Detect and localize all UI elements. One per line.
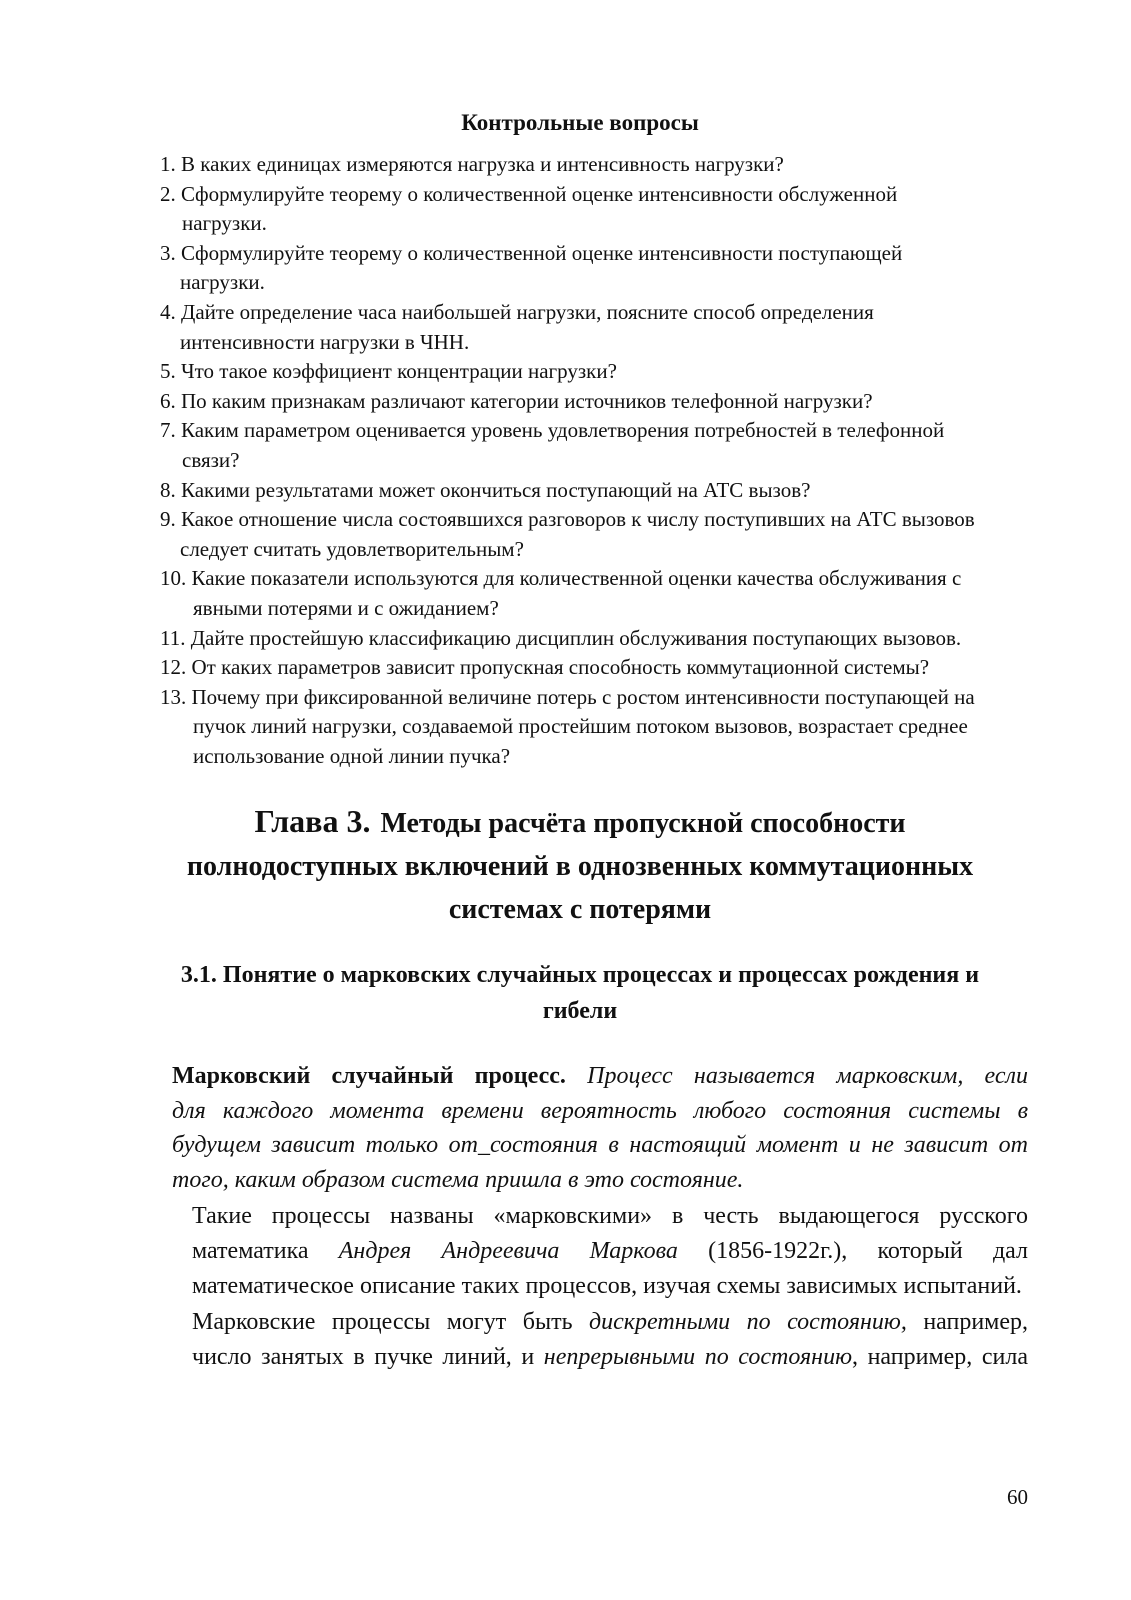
question-number: 10. (160, 566, 187, 591)
question-number: 7. (160, 418, 176, 443)
question-continuation-line: нагрузки. (180, 270, 265, 295)
question-continuation-line: связи? (182, 447, 240, 472)
question-text: Какие показатели используются для количественной оценки качества обслуживания с (191, 566, 962, 591)
question-item (160, 150, 1040, 180)
text-fragment: Марковские процессы могут быть (192, 1309, 573, 1336)
chapter-heading-line-1 (130, 800, 1030, 845)
question-first-line (160, 683, 1040, 713)
section-heading-line-1: 3.1. Понятие о марковских случайных процессах и процессах рождения и (180, 962, 980, 988)
definition-text-2: для каждого момента времени вероятность любого состояния системы в (172, 1097, 1028, 1124)
question-number: 12. (160, 655, 187, 680)
term-continuous: непрерывными по состоянию (543, 1343, 852, 1370)
definition-text-4: того, каким образом система пришла в это состояние. (172, 1166, 744, 1193)
question-first-line (160, 624, 1040, 654)
question-first-line (160, 476, 1040, 506)
question-text: Какое отношение числа состоявшихся разговоров к числу поступивших на АТС вызовов (181, 507, 975, 532)
term-markov-process: Марковский случайный процесс. (172, 1063, 566, 1089)
question-first-line (160, 564, 1040, 594)
question-continuation-line: использование одной линии пучка? (193, 743, 511, 768)
paragraph-line: математическое описание таких процессов, изучая схемы зависимых испытаний. (192, 1272, 1022, 1299)
question-text: Дайте определение часа наибольшей нагрузки, поясните способ определения (181, 299, 874, 324)
question-number: 2. (160, 181, 176, 206)
question-number: 6. (160, 388, 176, 413)
body-text (134, 1059, 1028, 1374)
question-item (160, 298, 1040, 357)
question-first-line (160, 150, 1040, 180)
chapter-heading (130, 800, 1030, 931)
questions-list (160, 150, 1040, 771)
chapter-title-part-1: Методы расчёта пропускной способности (380, 808, 906, 839)
question-first-line (160, 416, 1040, 446)
chapter-title-part-3: системах с потерями (448, 894, 712, 925)
section-heading-line-2: гибели (542, 998, 618, 1024)
question-continuation-line: явными потерями и с ожиданием? (193, 595, 499, 620)
question-first-line (160, 505, 1040, 535)
question-item (160, 653, 1040, 683)
chapter-number: Глава 3. (254, 803, 371, 839)
question-text: Какими результатами может окончиться поступающий на АТС вызов? (181, 477, 811, 502)
person-name: Андрея Андреевича Маркова (338, 1237, 678, 1264)
question-item (160, 239, 1040, 298)
paragraph-markov-definition (134, 1059, 1028, 1197)
text-fragment: например, (923, 1309, 1029, 1336)
question-first-line (160, 180, 1040, 210)
question-first-line (160, 387, 1040, 417)
question-text: От каких параметров зависит пропускная способность коммутационной системы? (191, 655, 930, 680)
question-item (160, 505, 1040, 564)
paragraph-line (134, 1059, 1028, 1094)
question-continuation-line: интенсивности нагрузки в ЧНН. (180, 329, 470, 354)
question-text: Каким параметром оценивается уровень удовлетворения потребностей в телефонной (181, 418, 945, 443)
paragraph-line (134, 1305, 1028, 1340)
questions-title: Контрольные вопросы (461, 110, 699, 135)
question-item (160, 683, 1040, 772)
question-number: 4. (160, 299, 176, 324)
term-discrete: дискретными по состоянию, (589, 1309, 907, 1336)
text-fragment: число занятых в пучке линий, и (192, 1343, 535, 1370)
question-first-line (160, 239, 1040, 269)
question-continuation-line: следует считать удовлетворительным? (180, 536, 524, 561)
question-text: По каким признакам различают категории источников телефонной нагрузки? (181, 388, 873, 413)
paragraph-line (134, 1340, 1028, 1375)
question-item (160, 564, 1040, 623)
paragraph-line: Такие процессы названы «марковскими» в честь выдающегося русского (192, 1203, 1028, 1230)
definition-text-3: будущем зависит только от_состояния в настоящий момент и не зависит от (172, 1132, 1028, 1159)
paragraph-markov-history (134, 1199, 1028, 1303)
question-first-line (160, 357, 1040, 387)
question-number: 8. (160, 477, 176, 502)
question-text: Что такое коэффициент концентрации нагрузки? (181, 359, 617, 384)
paragraph-markov-types (134, 1305, 1028, 1374)
question-item (160, 180, 1040, 239)
question-number: 5. (160, 359, 176, 384)
page-number: 60 (1007, 1485, 1028, 1509)
question-text: Сформулируйте теорему о количественной оценке интенсивности обслуженной (181, 181, 898, 206)
question-text: Почему при фиксированной величине потерь с ростом интенсивности поступающей на (191, 684, 975, 709)
question-item (160, 357, 1040, 387)
question-item (160, 387, 1040, 417)
question-continuation-line: пучок линий нагрузки, создаваемой простейшим потоком вызовов, возрастает среднее (193, 714, 968, 739)
question-item (160, 476, 1040, 506)
definition-text-1: Процесс называется марковским, если (587, 1063, 1029, 1089)
question-first-line (160, 298, 1040, 328)
question-number: 11. (160, 625, 186, 650)
question-continuation-line: нагрузки. (182, 211, 267, 236)
question-text: Дайте простейшую классификацию дисциплин обслуживания поступающих вызовов. (190, 625, 962, 650)
question-first-line (160, 653, 1040, 683)
question-text: В каких единицах измеряются нагрузка и интенсивность нагрузки? (181, 152, 784, 176)
text-fragment: (1856-1922г.), который дал (708, 1237, 1028, 1264)
question-number: 3. (160, 240, 176, 265)
question-item (160, 416, 1040, 475)
question-item (160, 624, 1040, 654)
text-fragment: математика (192, 1237, 309, 1264)
section-heading (130, 957, 1030, 1029)
question-number: 1. (160, 152, 176, 176)
question-number: 9. (160, 507, 176, 532)
question-number: 13. (160, 684, 187, 709)
question-text: Сформулируйте теорему о количественной оценке интенсивности поступающей (181, 240, 903, 265)
text-fragment: , например, сила (852, 1343, 1028, 1370)
paragraph-line (134, 1234, 1028, 1269)
chapter-title-part-2: полнодоступных включений в однозвенных коммутационных (186, 851, 974, 882)
